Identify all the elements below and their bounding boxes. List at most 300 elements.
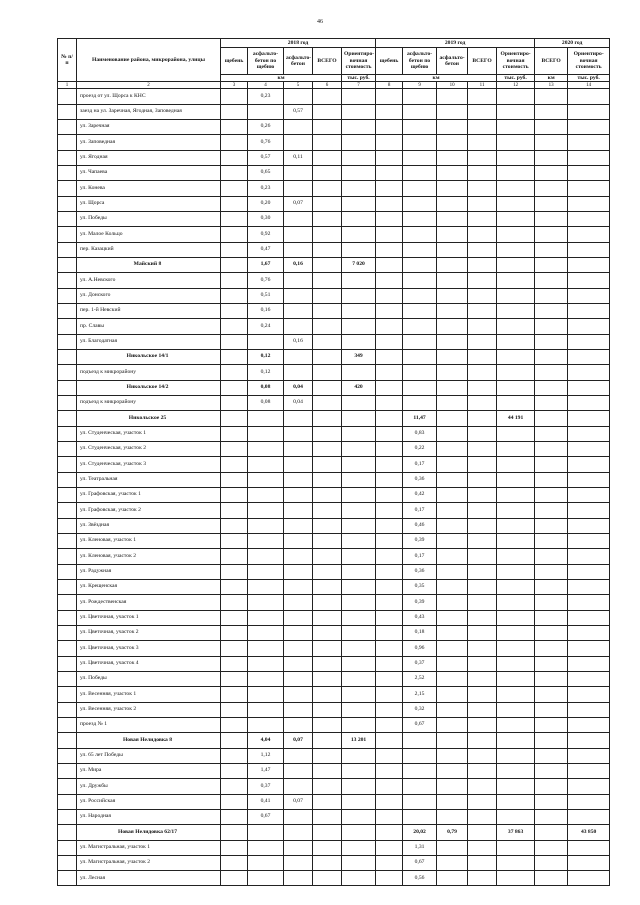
cell-value xyxy=(376,763,403,778)
cell-no xyxy=(58,150,77,165)
cell-no xyxy=(58,426,77,441)
cell-value xyxy=(535,748,568,763)
cell-value xyxy=(468,319,497,334)
cell-value xyxy=(342,242,376,257)
cell-value xyxy=(568,702,610,717)
cell-value xyxy=(342,503,376,518)
cell-value xyxy=(535,380,568,395)
table-row xyxy=(58,150,610,165)
cell-value xyxy=(535,871,568,886)
cell-value xyxy=(497,625,535,640)
col-number: 1 xyxy=(58,82,77,89)
cell-value xyxy=(284,871,313,886)
cell-value xyxy=(535,641,568,656)
cell-value: 0,37 xyxy=(403,656,437,671)
cell-value: 0,46 xyxy=(403,518,437,533)
cell-value xyxy=(342,104,376,119)
header-2019-asphalt: асфальто-бетон xyxy=(437,48,468,75)
cell-value xyxy=(342,365,376,380)
cell-value xyxy=(535,794,568,809)
cell-value xyxy=(342,564,376,579)
table-row xyxy=(58,120,610,135)
table-row xyxy=(58,533,610,548)
cell-value xyxy=(468,365,497,380)
cell-value xyxy=(437,641,468,656)
cell-value: 37 863 xyxy=(497,825,535,840)
cell-value xyxy=(313,380,342,395)
cell-value xyxy=(376,365,403,380)
cell-value xyxy=(342,457,376,472)
cell-value xyxy=(376,426,403,441)
cell-value xyxy=(342,579,376,594)
cell-value: 0,30 xyxy=(248,212,284,227)
cell-street-name: проезд № 1 xyxy=(77,717,221,732)
cell-value xyxy=(403,89,437,104)
cell-value: 1,67 xyxy=(248,258,284,273)
table-row-subtotal xyxy=(58,825,610,840)
table-row xyxy=(58,656,610,671)
cell-street-name: Майский 8 xyxy=(77,258,221,273)
cell-value: 0,41 xyxy=(248,794,284,809)
cell-value xyxy=(284,579,313,594)
cell-value xyxy=(376,120,403,135)
table-row xyxy=(58,181,610,196)
unit-2019-km: км xyxy=(376,75,497,82)
cell-value xyxy=(468,150,497,165)
cell-value xyxy=(568,518,610,533)
cell-value xyxy=(376,181,403,196)
cell-value xyxy=(403,779,437,794)
cell-value xyxy=(284,533,313,548)
cell-no xyxy=(58,135,77,150)
cell-value xyxy=(468,809,497,824)
cell-value xyxy=(342,871,376,886)
cell-value xyxy=(497,840,535,855)
cell-value xyxy=(221,748,248,763)
cell-value: 0,12 xyxy=(248,365,284,380)
cell-value xyxy=(535,503,568,518)
cell-value xyxy=(497,717,535,732)
table-row xyxy=(58,564,610,579)
cell-value xyxy=(568,411,610,426)
cell-value xyxy=(313,503,342,518)
cell-value xyxy=(221,273,248,288)
cell-value xyxy=(221,181,248,196)
cell-value xyxy=(497,503,535,518)
cell-value xyxy=(403,748,437,763)
cell-value xyxy=(376,641,403,656)
cell-value xyxy=(535,825,568,840)
cell-value xyxy=(437,472,468,487)
cell-value xyxy=(221,533,248,548)
col-number: 5 xyxy=(284,82,313,89)
cell-no xyxy=(58,533,77,548)
cell-value xyxy=(284,472,313,487)
cell-value xyxy=(313,763,342,778)
cell-value xyxy=(376,825,403,840)
cell-value xyxy=(468,825,497,840)
cell-value xyxy=(497,564,535,579)
cell-value xyxy=(497,579,535,594)
cell-value xyxy=(342,656,376,671)
cell-value: 0,12 xyxy=(248,350,284,365)
cell-value: 13 201 xyxy=(342,733,376,748)
cell-value xyxy=(403,104,437,119)
cell-no xyxy=(58,487,77,502)
cell-value: 0,36 xyxy=(403,564,437,579)
cell-value xyxy=(342,181,376,196)
cell-no xyxy=(58,671,77,686)
table-row xyxy=(58,840,610,855)
cell-value xyxy=(376,840,403,855)
cell-value xyxy=(376,350,403,365)
cell-value xyxy=(437,503,468,518)
table-row xyxy=(58,549,610,564)
cell-value xyxy=(497,288,535,303)
cell-value xyxy=(376,549,403,564)
cell-value xyxy=(248,503,284,518)
cell-value xyxy=(248,564,284,579)
cell-value xyxy=(342,334,376,349)
cell-value xyxy=(568,840,610,855)
cell-value xyxy=(313,518,342,533)
cell-value xyxy=(376,487,403,502)
cell-value: 0,37 xyxy=(248,779,284,794)
cell-no xyxy=(58,196,77,211)
cell-value xyxy=(535,411,568,426)
header-year-2019: 2019 год xyxy=(376,39,535,48)
cell-value xyxy=(221,441,248,456)
cell-value xyxy=(568,564,610,579)
header-2018-total: ВСЕГО xyxy=(313,48,342,75)
cell-no xyxy=(58,840,77,855)
cell-value: 0,16 xyxy=(248,304,284,319)
cell-value xyxy=(313,533,342,548)
cell-value: 0,04 xyxy=(284,395,313,410)
cell-value xyxy=(437,794,468,809)
cell-street-name: Новая Нелидовка 62/17 xyxy=(77,825,221,840)
cell-value xyxy=(497,871,535,886)
cell-value xyxy=(437,610,468,625)
cell-street-name: Никольское 25 xyxy=(77,411,221,426)
cell-value xyxy=(497,104,535,119)
col-number: 11 xyxy=(468,82,497,89)
cell-street-name: ул. Магистральная, участок 2 xyxy=(77,855,221,870)
cell-no xyxy=(58,855,77,870)
cell-value xyxy=(437,518,468,533)
cell-value xyxy=(376,334,403,349)
cell-value xyxy=(342,426,376,441)
cell-value xyxy=(376,242,403,257)
cell-street-name: ул. А.Невского xyxy=(77,273,221,288)
cell-value xyxy=(376,733,403,748)
header-year-2020: 2020 год xyxy=(535,39,610,48)
cell-no xyxy=(58,441,77,456)
cell-value xyxy=(342,641,376,656)
cell-street-name: ул. Весенняя, участок 1 xyxy=(77,687,221,702)
cell-value xyxy=(568,855,610,870)
cell-value xyxy=(284,288,313,303)
cell-value xyxy=(313,89,342,104)
cell-street-name: ул. Победы xyxy=(77,212,221,227)
cell-value xyxy=(313,212,342,227)
cell-value xyxy=(376,533,403,548)
cell-value xyxy=(497,395,535,410)
cell-value xyxy=(221,411,248,426)
cell-value xyxy=(403,395,437,410)
cell-value xyxy=(221,855,248,870)
cell-value xyxy=(342,319,376,334)
cell-value: 0,04 xyxy=(284,380,313,395)
cell-value xyxy=(535,350,568,365)
cell-value xyxy=(342,809,376,824)
table-row xyxy=(58,794,610,809)
cell-no xyxy=(58,779,77,794)
cell-value: 0,17 xyxy=(403,457,437,472)
cell-value xyxy=(497,809,535,824)
table-row xyxy=(58,212,610,227)
cell-no xyxy=(58,89,77,104)
cell-value xyxy=(497,487,535,502)
cell-value: 0,35 xyxy=(403,579,437,594)
cell-value xyxy=(313,717,342,732)
cell-value xyxy=(497,457,535,472)
cell-value xyxy=(468,120,497,135)
cell-street-name: пр. Славы xyxy=(77,319,221,334)
cell-value xyxy=(468,135,497,150)
cell-no xyxy=(58,687,77,702)
cell-value xyxy=(376,319,403,334)
cell-value xyxy=(437,135,468,150)
cell-street-name: Новая Нелидовка 8 xyxy=(77,733,221,748)
cell-value: 0,76 xyxy=(248,135,284,150)
table-row xyxy=(58,472,610,487)
cell-street-name: ул. Цветочная, участок 1 xyxy=(77,610,221,625)
cell-value xyxy=(248,625,284,640)
cell-value xyxy=(468,564,497,579)
cell-value xyxy=(342,487,376,502)
cell-value xyxy=(284,610,313,625)
cell-value xyxy=(437,227,468,242)
cell-value xyxy=(221,702,248,717)
cell-value xyxy=(535,227,568,242)
cell-value xyxy=(497,518,535,533)
cell-no xyxy=(58,717,77,732)
cell-value xyxy=(468,503,497,518)
cell-value xyxy=(437,334,468,349)
cell-value xyxy=(221,733,248,748)
cell-value xyxy=(342,840,376,855)
cell-value xyxy=(497,610,535,625)
cell-value xyxy=(284,227,313,242)
cell-value: 1,31 xyxy=(403,840,437,855)
cell-value xyxy=(497,227,535,242)
cell-value xyxy=(497,733,535,748)
cell-value xyxy=(437,533,468,548)
cell-value xyxy=(468,595,497,610)
cell-value xyxy=(497,687,535,702)
cell-value xyxy=(221,779,248,794)
table-row xyxy=(58,273,610,288)
cell-value xyxy=(342,763,376,778)
cell-value xyxy=(221,334,248,349)
cell-value xyxy=(535,242,568,257)
cell-value xyxy=(437,319,468,334)
cell-street-name: ул. Крещенская xyxy=(77,579,221,594)
cell-street-name: ул. Благодатная xyxy=(77,334,221,349)
cell-value xyxy=(342,794,376,809)
col-number: 9 xyxy=(403,82,437,89)
cell-value xyxy=(376,671,403,686)
cell-value xyxy=(535,166,568,181)
cell-value xyxy=(468,212,497,227)
table-row xyxy=(58,89,610,104)
cell-value xyxy=(284,748,313,763)
table-row xyxy=(58,809,610,824)
cell-value xyxy=(248,104,284,119)
cell-value xyxy=(568,380,610,395)
cell-value xyxy=(342,273,376,288)
cell-value xyxy=(568,610,610,625)
cell-value xyxy=(221,242,248,257)
cell-value xyxy=(221,350,248,365)
cell-value xyxy=(248,717,284,732)
cell-value xyxy=(468,871,497,886)
cell-value: 0,51 xyxy=(248,288,284,303)
cell-street-name: заезд на ул. Заречная, Ягодная, Заповедная xyxy=(77,104,221,119)
cell-street-name: ул. 65 лет Победы xyxy=(77,748,221,763)
cell-value xyxy=(535,135,568,150)
cell-value xyxy=(248,426,284,441)
header-year-2018: 2018 год xyxy=(221,39,376,48)
cell-value xyxy=(313,457,342,472)
cell-value xyxy=(497,656,535,671)
cell-value: 0,11 xyxy=(284,150,313,165)
cell-street-name: ул. Победы xyxy=(77,671,221,686)
cell-no xyxy=(58,334,77,349)
cell-value: 0,07 xyxy=(284,733,313,748)
cell-value: 0,16 xyxy=(284,258,313,273)
cell-value xyxy=(284,365,313,380)
cell-value xyxy=(313,579,342,594)
cell-value xyxy=(535,365,568,380)
cell-value xyxy=(468,641,497,656)
table-row xyxy=(58,610,610,625)
cell-value: 7 020 xyxy=(342,258,376,273)
cell-value: 0,39 xyxy=(403,595,437,610)
cell-street-name: ул. Заречная xyxy=(77,120,221,135)
cell-value xyxy=(342,304,376,319)
cell-street-name: ул. Мира xyxy=(77,763,221,778)
cell-no xyxy=(58,702,77,717)
cell-value: 4,04 xyxy=(248,733,284,748)
cell-value xyxy=(376,104,403,119)
cell-value xyxy=(568,533,610,548)
cell-value xyxy=(497,748,535,763)
cell-value xyxy=(376,135,403,150)
cell-value xyxy=(468,763,497,778)
cell-value xyxy=(248,518,284,533)
cell-value xyxy=(468,579,497,594)
cell-value xyxy=(284,671,313,686)
cell-value xyxy=(221,227,248,242)
cell-value xyxy=(248,549,284,564)
cell-value xyxy=(248,411,284,426)
cell-value xyxy=(403,763,437,778)
cell-no xyxy=(58,748,77,763)
cell-value xyxy=(221,196,248,211)
cell-value xyxy=(568,625,610,640)
cell-street-name: ул. Рождественская xyxy=(77,595,221,610)
cell-value xyxy=(313,319,342,334)
col-number: 2 xyxy=(77,82,221,89)
cell-value xyxy=(437,671,468,686)
cell-value xyxy=(221,825,248,840)
cell-value xyxy=(468,304,497,319)
cell-value xyxy=(535,702,568,717)
cell-value xyxy=(221,579,248,594)
cell-value xyxy=(313,687,342,702)
cell-value xyxy=(437,717,468,732)
cell-value xyxy=(568,671,610,686)
cell-value xyxy=(313,641,342,656)
table-row xyxy=(58,702,610,717)
cell-value xyxy=(568,150,610,165)
cell-no xyxy=(58,825,77,840)
cell-value xyxy=(313,135,342,150)
cell-value xyxy=(437,748,468,763)
cell-value: 0,67 xyxy=(403,717,437,732)
cell-value xyxy=(437,702,468,717)
cell-value xyxy=(284,166,313,181)
cell-value xyxy=(535,610,568,625)
cell-value xyxy=(221,549,248,564)
cell-value xyxy=(376,227,403,242)
cell-value: 0,43 xyxy=(403,610,437,625)
cell-value xyxy=(403,809,437,824)
cell-value xyxy=(497,150,535,165)
cell-value xyxy=(468,610,497,625)
cell-value xyxy=(342,625,376,640)
cell-value xyxy=(468,687,497,702)
cell-value: 0,47 xyxy=(248,242,284,257)
cell-value xyxy=(376,625,403,640)
table-row xyxy=(58,487,610,502)
cell-value xyxy=(284,441,313,456)
cell-value xyxy=(342,166,376,181)
cell-value: 43 850 xyxy=(568,825,610,840)
cell-value xyxy=(497,319,535,334)
cell-no xyxy=(58,227,77,242)
cell-value xyxy=(437,104,468,119)
unit-2020-km: км xyxy=(535,75,568,82)
cell-value xyxy=(497,779,535,794)
cell-value xyxy=(248,610,284,625)
cell-value xyxy=(313,733,342,748)
cell-value xyxy=(437,120,468,135)
cell-value xyxy=(535,809,568,824)
cell-value xyxy=(437,395,468,410)
cell-value xyxy=(468,487,497,502)
cell-value xyxy=(497,196,535,211)
cell-no xyxy=(58,212,77,227)
cell-value xyxy=(437,656,468,671)
cell-value xyxy=(468,717,497,732)
cell-value xyxy=(468,840,497,855)
page-number: 46 xyxy=(317,19,323,25)
cell-value xyxy=(568,687,610,702)
table-row xyxy=(58,135,610,150)
